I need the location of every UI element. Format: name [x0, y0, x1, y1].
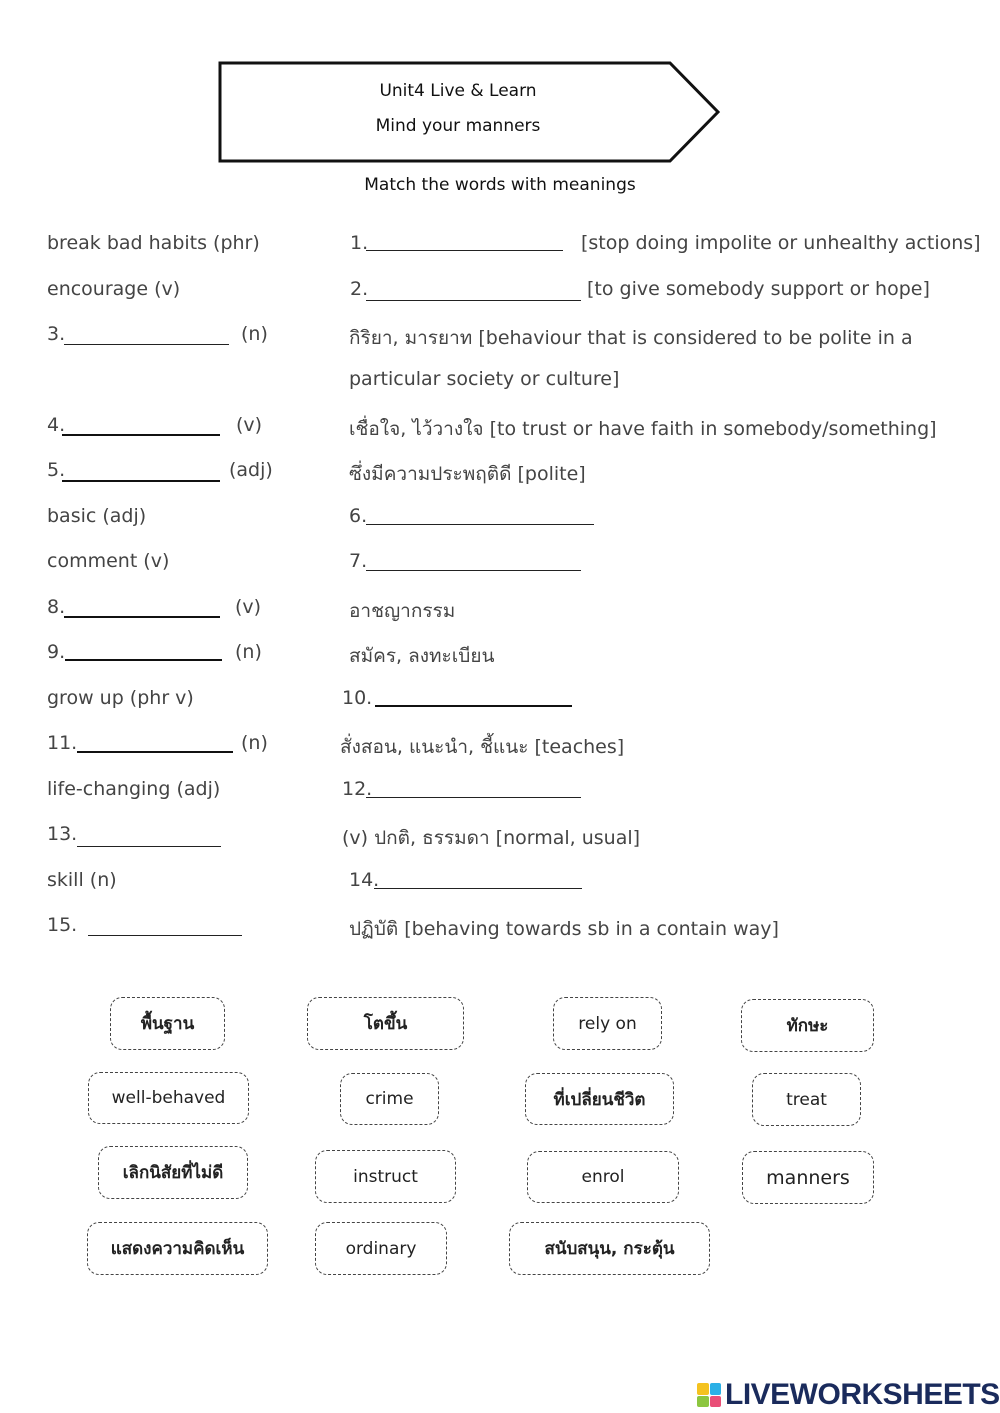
left-term-12: life-changing (adj) [47, 778, 221, 800]
left-term-1: break bad habits (phr) [47, 232, 260, 254]
word-card[interactable]: สนับสนุน, กระตุ้น [509, 1222, 710, 1275]
left-term-6: basic (adj) [47, 505, 147, 527]
word-card[interactable]: rely on [553, 997, 662, 1050]
liveworksheets-logo [697, 1378, 1000, 1412]
answer-blank-4[interactable] [62, 434, 220, 436]
meaning-2: [to give somebody support or hope] [587, 278, 930, 300]
word-card[interactable]: ทักษะ [741, 999, 874, 1052]
answer-blank-15[interactable] [88, 935, 242, 936]
meaning-13: (v) ปกติ, ธรรมดา [normal, usual] [342, 827, 641, 849]
word-card[interactable]: crime [340, 1073, 439, 1125]
answer-blank-12[interactable] [366, 797, 581, 798]
answer-number-14: 14. [349, 869, 380, 891]
answer-number-1: 1. [350, 232, 369, 254]
part-of-speech-9: (n) [235, 641, 262, 663]
answer-blank-2[interactable] [366, 300, 581, 301]
answer-blank-13[interactable] [77, 846, 221, 847]
lesson-subtitle: Mind your manners [375, 116, 541, 136]
answer-number-4: 4. [47, 414, 66, 436]
answer-number-11: 11. [47, 732, 78, 754]
meaning-11: สั่งสอน, แนะนำ, ชี้แนะ [teaches] [340, 736, 625, 758]
answer-blank-10[interactable] [375, 705, 572, 707]
answer-number-13: 13. [47, 823, 78, 845]
answer-number-12: 12. [342, 778, 373, 800]
meaning-3: กิริยา, มารยาท [behaviour that is considered to be polite in a [349, 327, 913, 349]
part-of-speech-5: (adj) [229, 459, 273, 481]
answer-number-15: 15. [47, 914, 78, 936]
unit-title: Unit4 Live & Learn [379, 81, 537, 101]
word-card[interactable]: พื้นฐาน [110, 997, 225, 1050]
word-card[interactable]: instruct [315, 1150, 456, 1203]
word-card[interactable]: เลิกนิสัยที่ไม่ดี [98, 1146, 248, 1199]
answer-blank-5[interactable] [62, 480, 220, 482]
meaning-15: ปฏิบัติ [behaving towards sb in a contain way] [349, 918, 779, 940]
answer-number-6: 6. [349, 505, 368, 527]
word-card[interactable]: treat [752, 1073, 861, 1126]
answer-blank-7[interactable] [366, 570, 581, 571]
meaning-8: อาชญากรรม [349, 600, 456, 622]
answer-number-9: 9. [47, 641, 66, 663]
answer-blank-1[interactable] [366, 250, 563, 251]
meaning-3-continued: particular society or culture] [349, 368, 620, 390]
answer-blank-9[interactable] [65, 659, 222, 661]
left-term-7: comment (v) [47, 550, 170, 572]
word-card[interactable]: well-behaved [88, 1072, 249, 1124]
meaning-4: เชื่อใจ, ไว้วางใจ [to trust or have faith in somebody/something] [349, 418, 937, 440]
part-of-speech-4: (v) [236, 414, 263, 436]
word-card[interactable]: enrol [527, 1151, 679, 1203]
left-term-10: grow up (phr v) [47, 687, 194, 709]
answer-blank-6[interactable] [366, 524, 594, 525]
title-banner [218, 60, 723, 164]
meaning-5: ซึ่งมีความประพฤติดี [polite] [349, 463, 586, 485]
answer-number-5: 5. [47, 459, 66, 481]
answer-number-2: 2. [350, 278, 369, 300]
meaning-9: สมัคร, ลงทะเบียน [349, 645, 495, 667]
answer-number-3: 3. [47, 323, 66, 345]
answer-blank-3[interactable] [64, 344, 229, 345]
word-card[interactable]: โตขึ้น [307, 997, 464, 1050]
answer-number-10: 10. [342, 687, 373, 709]
liveworksheets-icon [697, 1383, 721, 1407]
meaning-1: [stop doing impolite or unhealthy actions] [581, 232, 981, 254]
instruction-text: Match the words with meanings [364, 175, 636, 195]
word-card[interactable]: ที่เปลี่ยนชีวิต [525, 1073, 674, 1125]
word-card[interactable]: ordinary [315, 1222, 447, 1275]
answer-number-7: 7. [349, 550, 368, 572]
logo-text: LIVEWORKSHEETS [725, 1378, 1000, 1411]
part-of-speech-3: (n) [241, 323, 268, 345]
part-of-speech-11: (n) [241, 732, 268, 754]
answer-blank-14[interactable] [374, 888, 582, 889]
answer-blank-8[interactable] [64, 616, 220, 618]
left-term-14: skill (n) [47, 869, 117, 891]
word-card[interactable]: แสดงความคิดเห็น [87, 1222, 268, 1275]
word-card[interactable]: manners [742, 1151, 874, 1204]
answer-blank-11[interactable] [77, 751, 233, 753]
part-of-speech-8: (v) [235, 596, 262, 618]
answer-number-8: 8. [47, 596, 66, 618]
left-term-2: encourage (v) [47, 278, 181, 300]
